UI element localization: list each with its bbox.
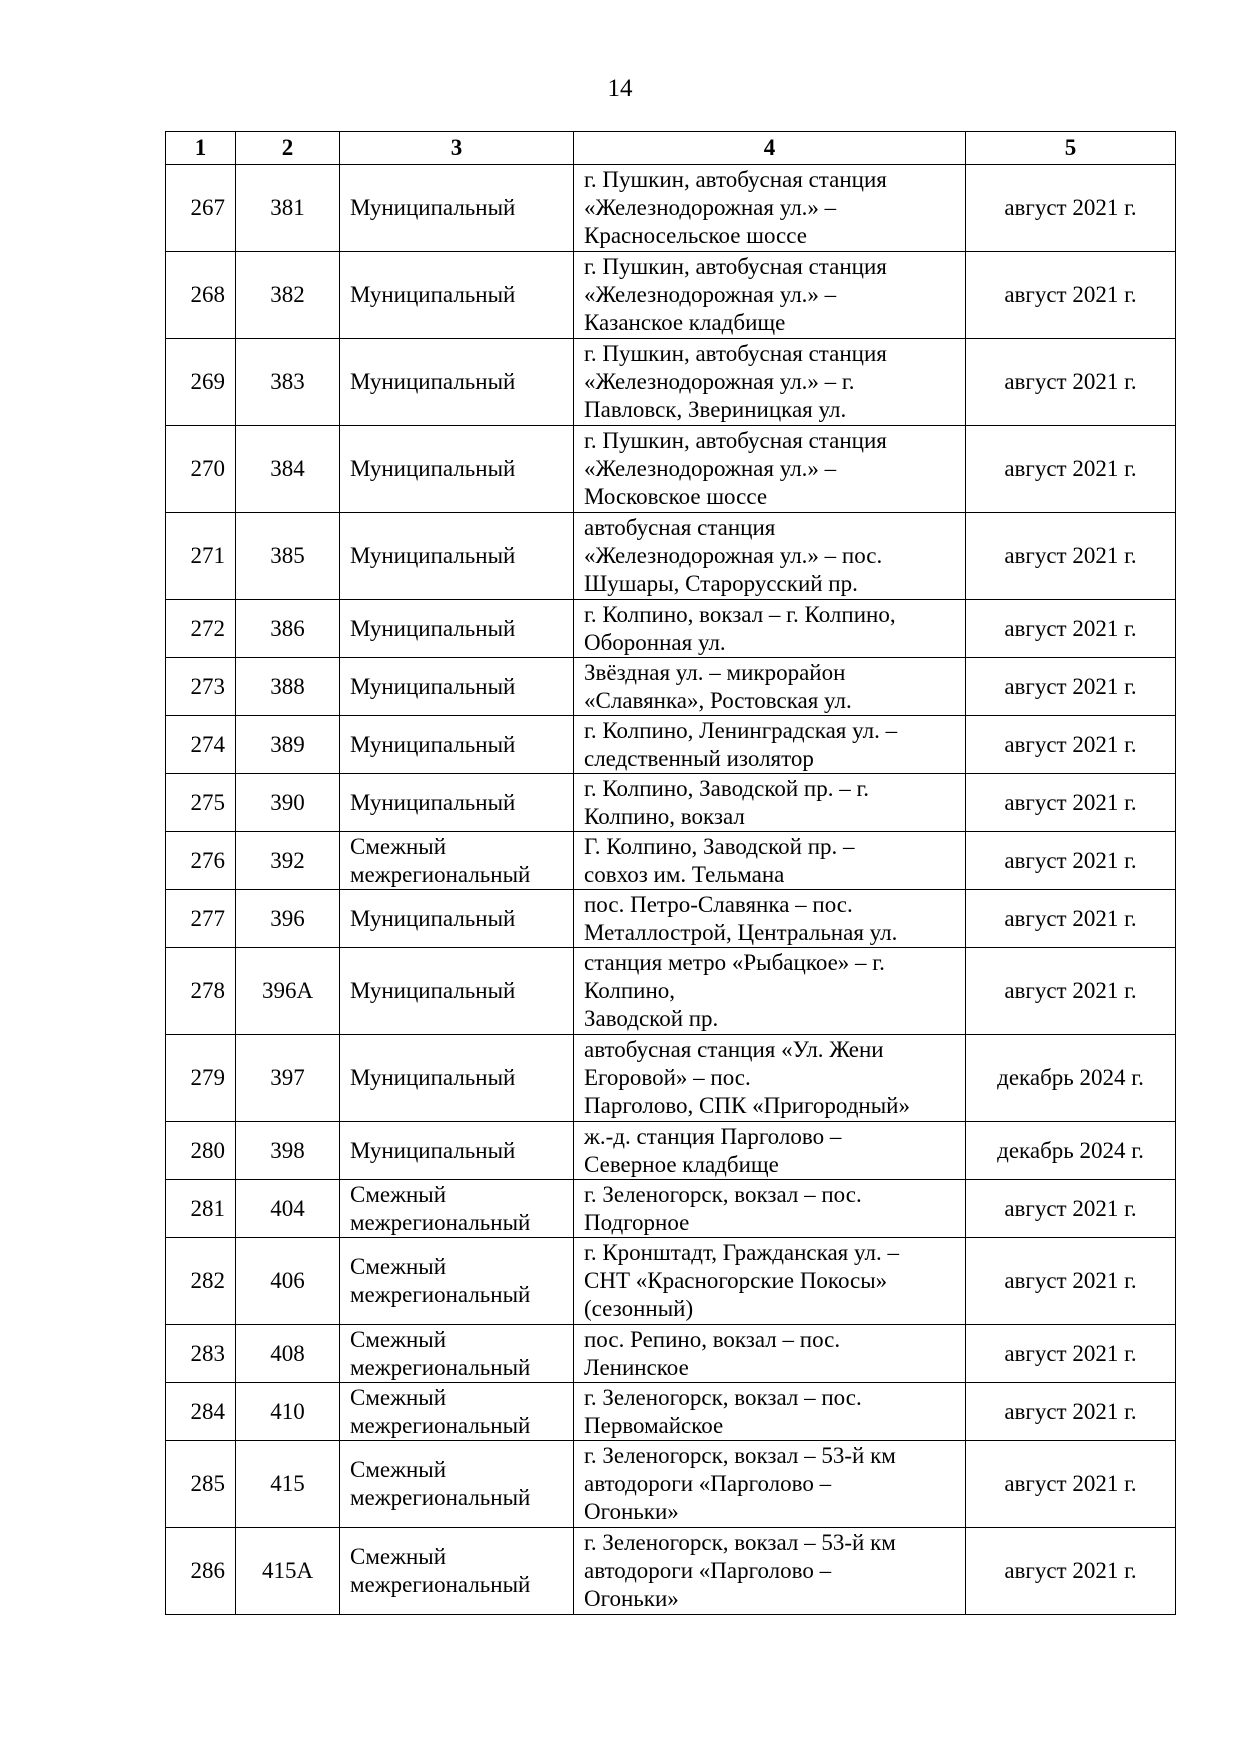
route-number: 396А: [236, 948, 340, 1035]
route-date: август 2021 г.: [966, 1528, 1176, 1615]
route-number: 396: [236, 890, 340, 948]
row-number: 284: [166, 1383, 236, 1441]
route-number: 410: [236, 1383, 340, 1441]
route-number: 397: [236, 1035, 340, 1122]
row-number: 275: [166, 774, 236, 832]
row-number: 272: [166, 600, 236, 658]
row-number: 277: [166, 890, 236, 948]
route-type: Муниципальный: [340, 339, 574, 426]
route-type: Смежный межрегиональный: [340, 1383, 574, 1441]
route-type: Муниципальный: [340, 426, 574, 513]
route-date: август 2021 г.: [966, 1441, 1176, 1528]
table-row: [166, 1035, 1176, 1122]
route-number: 389: [236, 716, 340, 774]
header-cell-2: 2: [236, 132, 340, 165]
header-cell-1: 1: [166, 132, 236, 165]
route-date: август 2021 г.: [966, 252, 1176, 339]
row-number: 269: [166, 339, 236, 426]
row-number: 270: [166, 426, 236, 513]
route-date: август 2021 г.: [966, 890, 1176, 948]
route-date: август 2021 г.: [966, 1383, 1176, 1441]
table-row: [166, 339, 1176, 426]
table-row: [166, 1180, 1176, 1238]
route-type: Муниципальный: [340, 600, 574, 658]
route-path: г. Пушкин, автобусная станция «Железнодорожная ул.» – г. Павловск, Звериницкая ул.: [574, 339, 966, 426]
route-date: август 2021 г.: [966, 716, 1176, 774]
row-number: 283: [166, 1325, 236, 1383]
route-number: 383: [236, 339, 340, 426]
route-path: г. Кронштадт, Гражданская ул. – СНТ «Красногорские Покосы» (сезонный): [574, 1238, 966, 1325]
table-row: [166, 600, 1176, 658]
route-path: г. Зеленогорск, вокзал – 53-й км автодороги «Парголово – Огоньки»: [574, 1528, 966, 1615]
row-number: 279: [166, 1035, 236, 1122]
route-type: Смежный межрегиональный: [340, 1180, 574, 1238]
page-number: 14: [607, 75, 633, 102]
routes-table: [165, 131, 1176, 1615]
header-row: [166, 132, 1176, 165]
route-number: 392: [236, 832, 340, 890]
route-number: 382: [236, 252, 340, 339]
route-type: Смежный межрегиональный: [340, 832, 574, 890]
route-type: Муниципальный: [340, 716, 574, 774]
row-number: 267: [166, 165, 236, 252]
route-number: 398: [236, 1122, 340, 1180]
route-path: ж.-д. станция Парголово – Северное кладбище: [574, 1122, 966, 1180]
row-number: 278: [166, 948, 236, 1035]
route-path: Звёздная ул. – микрорайон «Славянка», Ростовская ул.: [574, 658, 966, 716]
table-row: [166, 513, 1176, 600]
route-date: август 2021 г.: [966, 774, 1176, 832]
route-type: Муниципальный: [340, 948, 574, 1035]
route-number: 386: [236, 600, 340, 658]
route-date: август 2021 г.: [966, 426, 1176, 513]
header-cell-5: 5: [966, 132, 1176, 165]
route-date: август 2021 г.: [966, 658, 1176, 716]
route-type: Муниципальный: [340, 1035, 574, 1122]
route-number: 390: [236, 774, 340, 832]
route-path: г. Колпино, вокзал – г. Колпино, Оборонная ул.: [574, 600, 966, 658]
table-row: [166, 716, 1176, 774]
routes-table-body: [166, 165, 1176, 1615]
route-number: 404: [236, 1180, 340, 1238]
row-number: 273: [166, 658, 236, 716]
route-path: г. Колпино, Заводской пр. – г. Колпино, вокзал: [574, 774, 966, 832]
table-row: [166, 252, 1176, 339]
route-type: Муниципальный: [340, 1122, 574, 1180]
header-cell-4: 4: [574, 132, 966, 165]
route-type: Смежный межрегиональный: [340, 1441, 574, 1528]
table-row: [166, 774, 1176, 832]
row-number: 282: [166, 1238, 236, 1325]
route-path: автобусная станция «Ул. Жени Егоровой» – пос. Парголово, СПК «Пригородный»: [574, 1035, 966, 1122]
row-number: 274: [166, 716, 236, 774]
table-row: [166, 1325, 1176, 1383]
row-number: 281: [166, 1180, 236, 1238]
route-date: декабрь 2024 г.: [966, 1122, 1176, 1180]
route-path: г. Пушкин, автобусная станция «Железнодорожная ул.» – Казанское кладбище: [574, 252, 966, 339]
route-path: г. Пушкин, автобусная станция «Железнодорожная ул.» – Красносельское шоссе: [574, 165, 966, 252]
route-number: 384: [236, 426, 340, 513]
route-number: 415: [236, 1441, 340, 1528]
route-number: 381: [236, 165, 340, 252]
table-row: [166, 426, 1176, 513]
route-date: август 2021 г.: [966, 832, 1176, 890]
table-row: [166, 948, 1176, 1035]
table-row: [166, 1122, 1176, 1180]
route-type: Муниципальный: [340, 252, 574, 339]
route-path: г. Зеленогорск, вокзал – 53-й км автодороги «Парголово – Огоньки»: [574, 1441, 966, 1528]
route-type: Смежный межрегиональный: [340, 1325, 574, 1383]
table-row: [166, 890, 1176, 948]
route-type: Муниципальный: [340, 658, 574, 716]
route-path: г. Зеленогорск, вокзал – пос. Первомайское: [574, 1383, 966, 1441]
route-type: Муниципальный: [340, 890, 574, 948]
route-date: август 2021 г.: [966, 513, 1176, 600]
route-date: август 2021 г.: [966, 600, 1176, 658]
route-path: станция метро «Рыбацкое» – г. Колпино, Заводской пр.: [574, 948, 966, 1035]
row-number: 276: [166, 832, 236, 890]
route-type: Муниципальный: [340, 774, 574, 832]
route-number: 406: [236, 1238, 340, 1325]
route-number: 415А: [236, 1528, 340, 1615]
row-number: 271: [166, 513, 236, 600]
route-path: г. Зеленогорск, вокзал – пос. Подгорное: [574, 1180, 966, 1238]
route-number: 385: [236, 513, 340, 600]
row-number: 280: [166, 1122, 236, 1180]
route-type: Смежный межрегиональный: [340, 1238, 574, 1325]
route-path: г. Колпино, Ленинградская ул. – следственный изолятор: [574, 716, 966, 774]
table-row: [166, 832, 1176, 890]
route-type: Муниципальный: [340, 165, 574, 252]
table-row: [166, 1238, 1176, 1325]
route-number: 388: [236, 658, 340, 716]
route-date: август 2021 г.: [966, 339, 1176, 426]
route-type: Смежный межрегиональный: [340, 1528, 574, 1615]
table-row: [166, 658, 1176, 716]
row-number: 286: [166, 1528, 236, 1615]
route-date: август 2021 г.: [966, 1238, 1176, 1325]
route-path: пос. Петро-Славянка – пос. Металлострой, Центральная ул.: [574, 890, 966, 948]
table-row: [166, 1383, 1176, 1441]
row-number: 268: [166, 252, 236, 339]
route-type: Муниципальный: [340, 513, 574, 600]
table-row: [166, 165, 1176, 252]
row-number: 285: [166, 1441, 236, 1528]
route-date: август 2021 г.: [966, 165, 1176, 252]
route-date: декабрь 2024 г.: [966, 1035, 1176, 1122]
route-path: Г. Колпино, Заводской пр. – совхоз им. Тельмана: [574, 832, 966, 890]
route-date: август 2021 г.: [966, 948, 1176, 1035]
route-number: 408: [236, 1325, 340, 1383]
table-row: [166, 1528, 1176, 1615]
route-date: август 2021 г.: [966, 1180, 1176, 1238]
route-path: г. Пушкин, автобусная станция «Железнодорожная ул.» – Московское шоссе: [574, 426, 966, 513]
route-path: автобусная станция «Железнодорожная ул.» – пос. Шушары, Старорусский пр.: [574, 513, 966, 600]
table-row: [166, 1441, 1176, 1528]
header-cell-3: 3: [340, 132, 574, 165]
route-path: пос. Репино, вокзал – пос. Ленинское: [574, 1325, 966, 1383]
route-date: август 2021 г.: [966, 1325, 1176, 1383]
